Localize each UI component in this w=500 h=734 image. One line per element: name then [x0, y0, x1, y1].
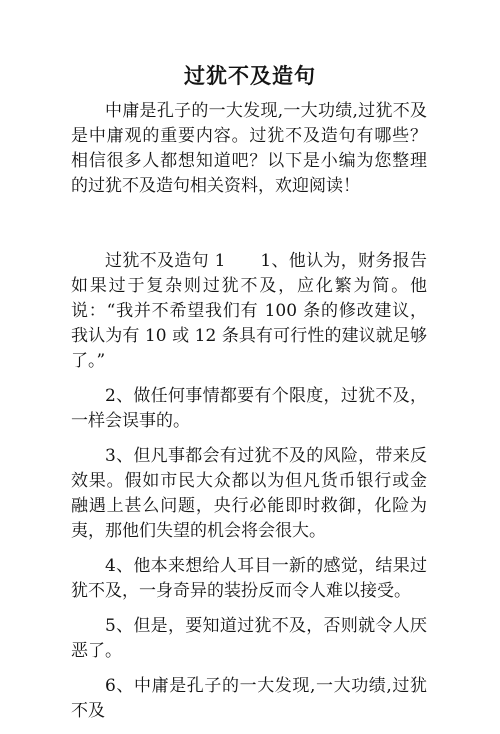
sentence-item-1: 过犹不及造句 1 1、他认为，财务报告如果过于复杂则过犹不及，应化繁为简。他说：“我并不希望我们有 100 条的修改建议，我认为有 10 或 12 条具有可行性的建议就足够了。”	[71, 251, 427, 371]
intro-paragraph: 中庸是孔子的一大发现,一大功绩,过犹不及是中庸观的重要内容。过犹不及造句有哪些？相信很多人都想知道吧？以下是小编为您整理的过犹不及造句相关资料，欢迎阅读！	[71, 101, 427, 196]
sentence-item-2: 2、做任何事情都要有个限度，过犹不及，一样会误事的。	[71, 386, 427, 431]
document-body	[71, 99, 427, 734]
sentence-item-6: 6、中庸是孔子的一大发现,一大功绩,过犹不及	[71, 676, 427, 721]
document-title: 过犹不及造句	[184, 63, 316, 88]
sentence-item-3: 3、但凡事都会有过犹不及的风险，带来反效果。假如市民大众都以为但凡货币银行或金融遇上甚么问题，央行必能即时救御，化险为夷，那他们失望的机会将会很大。	[71, 446, 427, 541]
sentence-item-4: 4、他本来想给人耳目一新的感觉，结果过犹不及，一身奇异的装扮反而令人难以接受。	[71, 556, 427, 601]
sentence-item-5: 5、但是，要知道过犹不及，否则就令人厌恶了。	[71, 616, 427, 661]
